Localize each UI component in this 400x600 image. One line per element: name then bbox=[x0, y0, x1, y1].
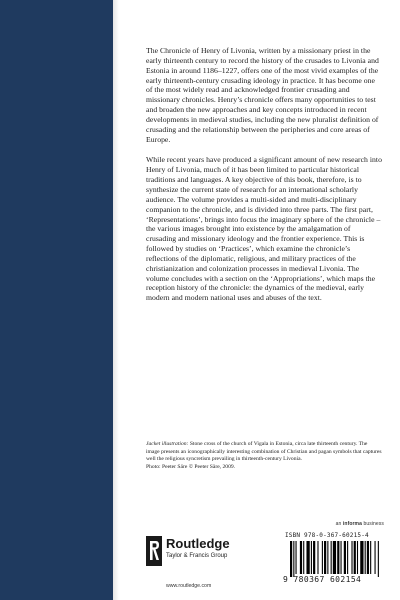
barcode-bar bbox=[337, 541, 339, 574]
publisher-group: Taylor & Francis Group bbox=[166, 553, 228, 559]
barcode-bar bbox=[306, 541, 309, 574]
description-paragraph-2: While recent years have produced a significant amount of new research into Henry of Livonia, much of it has been limited to particular historical traditions and languages. A key objective of this book, therefore, is to synthesize the current state of research for an international scholarly audience. The volume provides a multi-sided and multi-disciplinary companion to the chronicle, and is divided into three parts. The first part, ‘Representations’, brings into focus the imaginary sphere of the chronicle – the various images brought into existence by the amalgamation of crusading and missionary ideology and the frontier experience. This is followed by studies on ‘Practices’, which examine the chronicle’s reflections of the diplomatic, religious, and military practices of the christianization and colonization processes in medieval Livonia. The volume concludes with a section on the ‘Appropriations’, which maps the reception history of the chronicle: the dynamics of the medieval, early modern and modern national uses and abuses of the text. bbox=[146, 155, 382, 303]
jacket-text: Stone cross of the church of Vigala in Estonia, circa late thirteenth century. The image presents an iconographically interesting combination of Christian and pagan symbols that captures well the religious syncretism prevailing in thirteenth-century Livonia. bbox=[146, 441, 382, 463]
publisher-url[interactable]: www.routledge.com bbox=[166, 583, 212, 589]
barcode-bar bbox=[331, 541, 332, 574]
barcode-bar bbox=[311, 541, 312, 574]
barcode-bar bbox=[375, 541, 376, 574]
isbn-label: ISBN 978-0-367-60215-4 bbox=[285, 532, 369, 539]
barcode-bar bbox=[317, 541, 318, 574]
barcode-bar bbox=[290, 541, 292, 577]
barcode-bar bbox=[354, 541, 356, 574]
barcode-bar bbox=[293, 541, 294, 577]
photo-credit: Photo: Peeter Säre © Peeter Säre, 2009. bbox=[146, 463, 236, 470]
barcode-bar bbox=[300, 541, 302, 574]
barcode-bar bbox=[313, 541, 315, 574]
band-shadow bbox=[113, 0, 119, 600]
routledge-logo bbox=[146, 536, 276, 570]
routledge-r-icon bbox=[146, 536, 162, 566]
barcode-bar bbox=[367, 541, 369, 574]
informa-tagline bbox=[336, 521, 384, 527]
barcode-bar bbox=[333, 541, 336, 574]
barcode-bar bbox=[347, 541, 348, 574]
barcode-bar bbox=[360, 541, 363, 574]
barcode-bar bbox=[351, 541, 352, 574]
barcode-digits: 9 780367 602154 bbox=[283, 575, 362, 584]
jacket-illustration-credit bbox=[146, 441, 382, 471]
barcode bbox=[290, 541, 380, 577]
barcode-bar bbox=[340, 541, 341, 574]
barcode-bar bbox=[344, 541, 346, 574]
back-cover-description bbox=[146, 46, 382, 303]
barcode-bar bbox=[370, 541, 371, 574]
spine-color-band bbox=[0, 0, 113, 600]
jacket-lead: Jacket illustration: bbox=[146, 441, 189, 447]
barcode-bar bbox=[322, 541, 323, 574]
informa-prefix: an bbox=[335, 521, 343, 527]
barcode-bar bbox=[357, 541, 358, 574]
publisher-name: Routledge bbox=[166, 536, 230, 551]
barcode-bar bbox=[295, 541, 296, 574]
informa-name: informa bbox=[342, 521, 362, 527]
barcode-bar bbox=[303, 541, 304, 574]
barcode-bar bbox=[365, 541, 366, 574]
barcode-bar bbox=[324, 541, 326, 574]
description-paragraph-1: The Chronicle of Henry of Livonia, written by a missionary priest in the early thirteenth century to record the history of the crusades to Livonia and Estonia in around 1186–1227, offers one of the most vivid examples of the early thirteenth-century crusading ideology in practice. It has become one of the most widely read and acknowledged frontier crusading and missionary chronicles. Henry’s chronicle offers many opportunities to test and broaden the new approaches and key concepts introduced in recent developments in medieval studies, including the new pluralist definition of crusading and the relationship between the peripheries and core areas of Europe. bbox=[146, 46, 379, 144]
informa-suffix: business bbox=[361, 521, 384, 527]
barcode-bar bbox=[378, 541, 379, 577]
barcode-bar bbox=[327, 541, 328, 574]
